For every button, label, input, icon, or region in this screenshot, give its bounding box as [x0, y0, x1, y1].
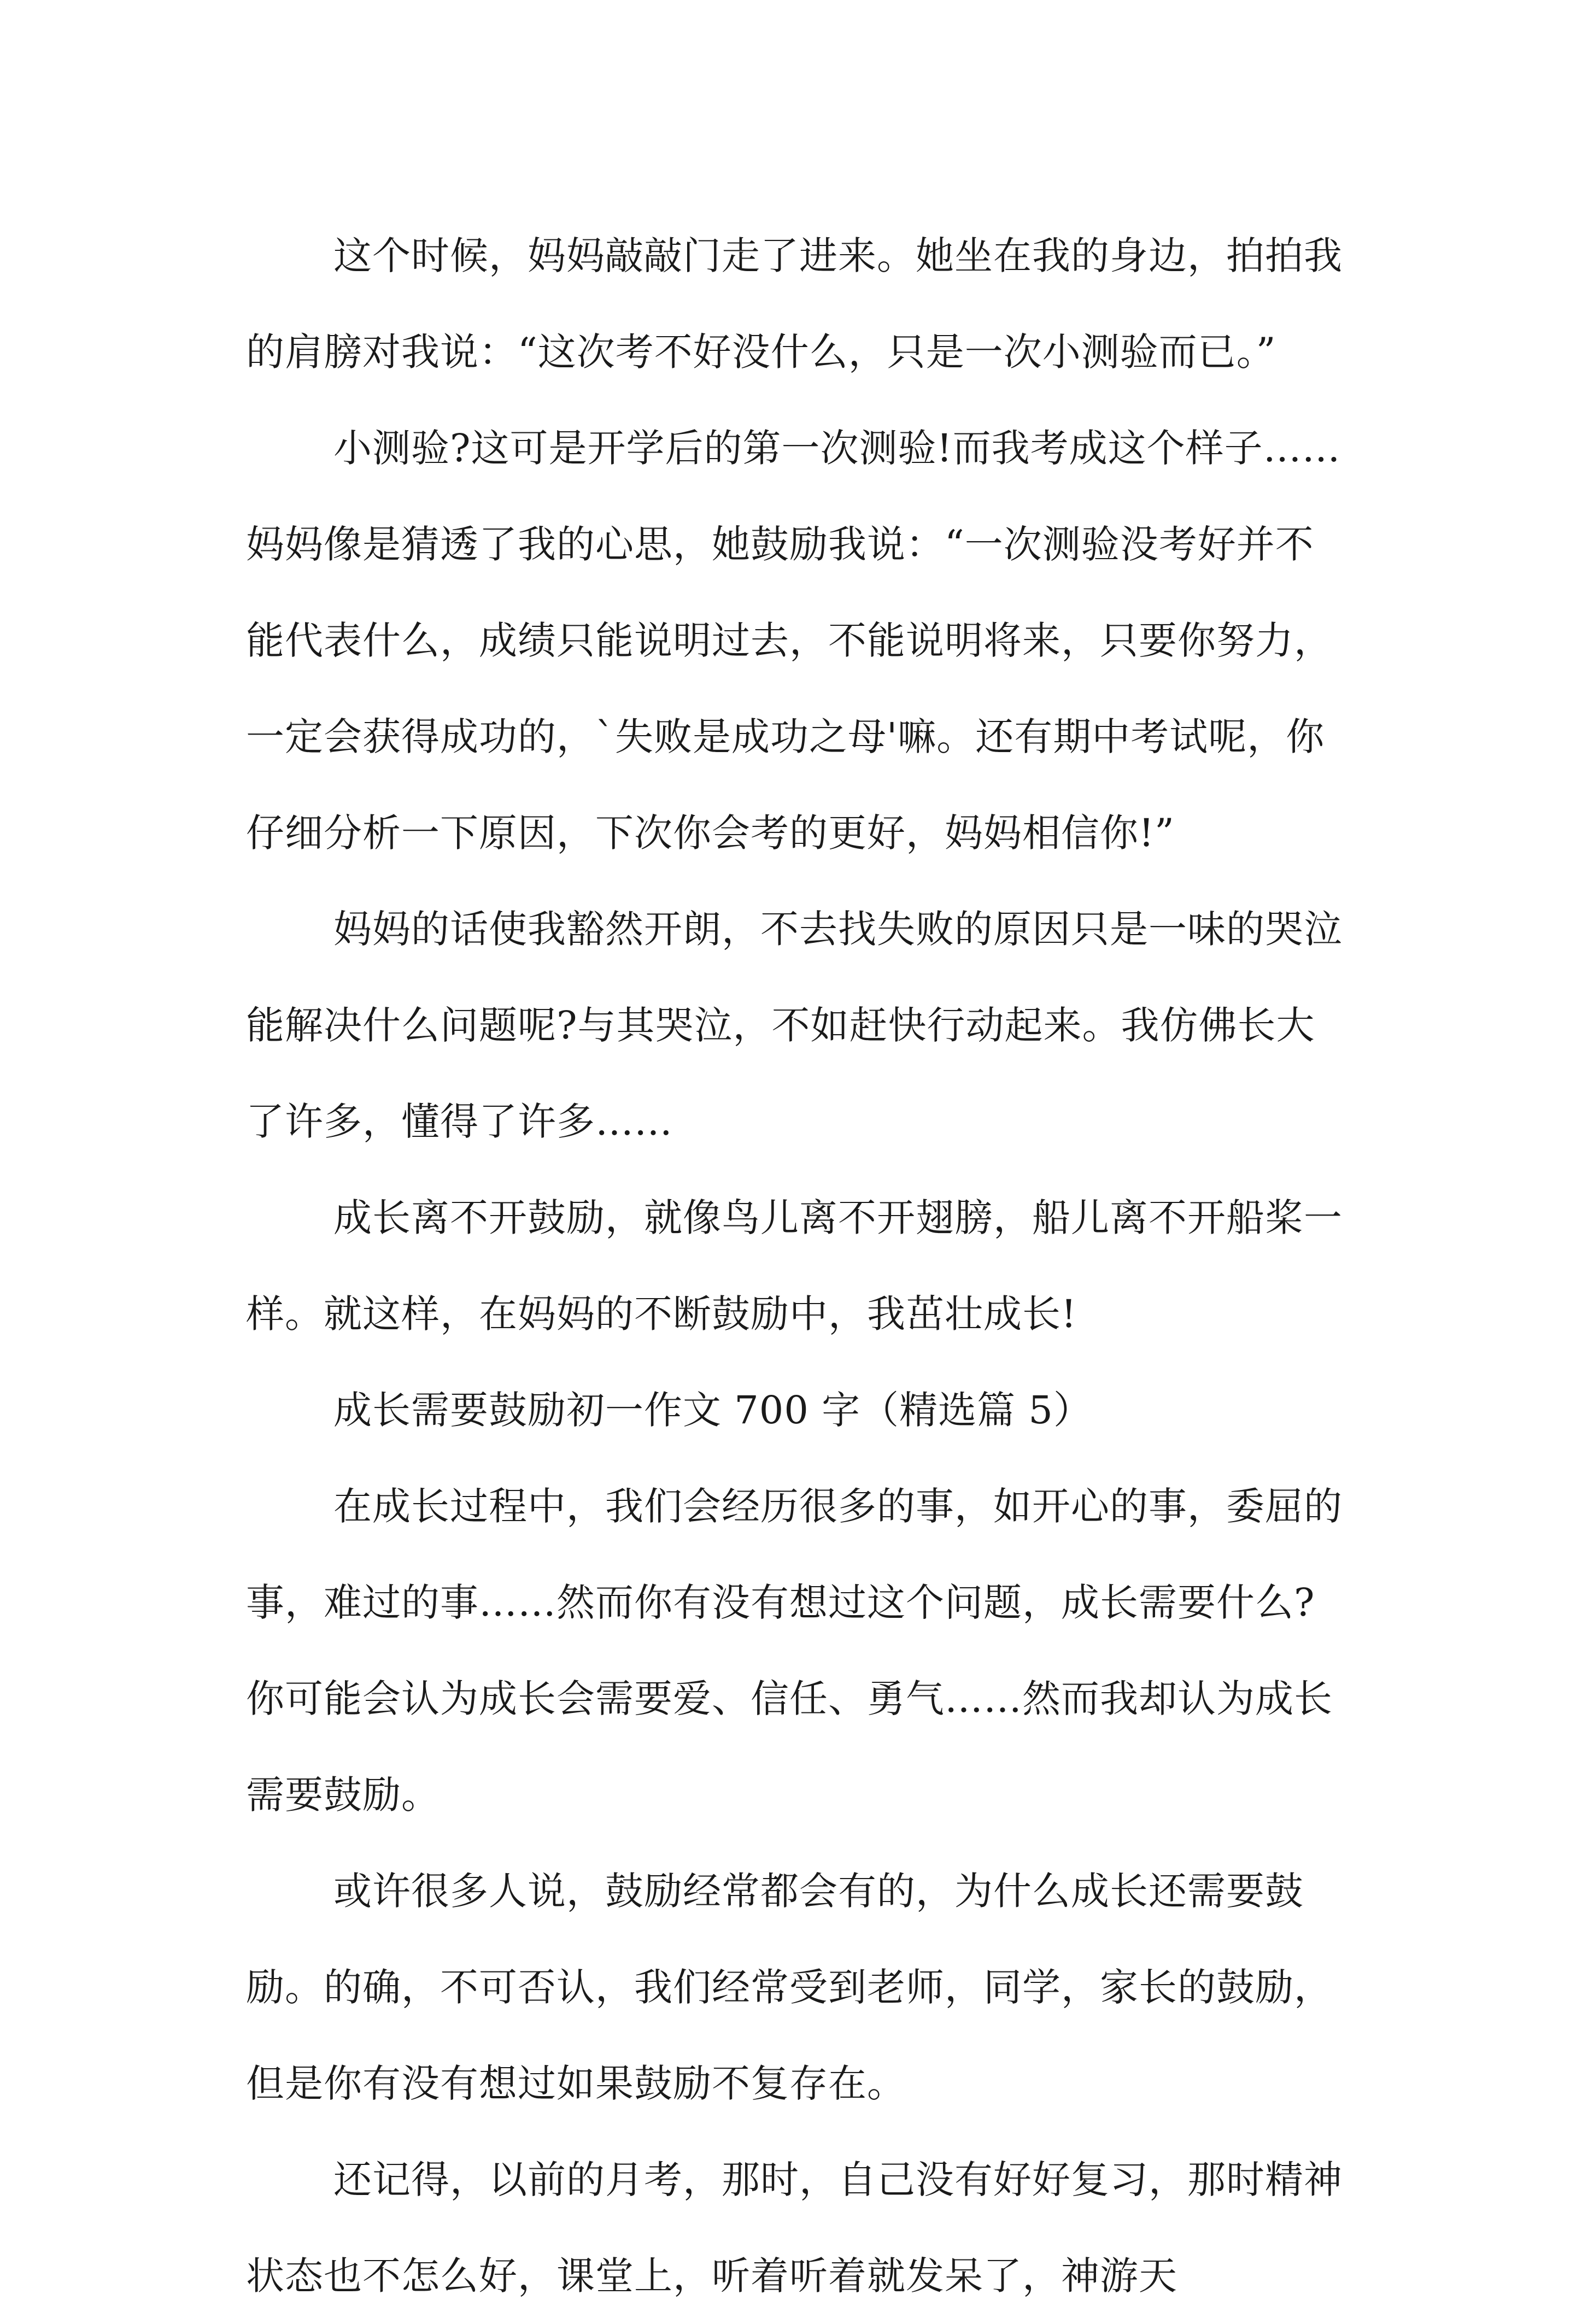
paragraph-2: 小测验?这可是开学后的第一次测验!而我考成这个样子……妈妈像是猜透了我的心思，她鼓励我说：“一次测验没考好并不能代表什么，成绩只能说明过去，不能说明将来，只要你努力，一定会获得成功的，`失败是成功之母'嘛。还有期中考试呢，你仔细分析一下原因，下次你会考的更好，妈妈相信你!”: [246, 426, 1341, 855]
paragraph-7: 还记得，以前的月考，那时，自己没有好好复习，那时精神状态也不怎么好，课堂上，听着听着就发呆了，神游天: [246, 2157, 1343, 2298]
paragraph-6: 或许很多人说，鼓励经常都会有的，为什么成长还需要鼓励。的确，不可否认，我们经常受到老师，同学，家长的鼓励，但是你有没有想过如果鼓励不复存在。: [246, 1869, 1333, 2106]
section-heading: 成长需要鼓励初一作文 700 字（精选篇 5）: [333, 1388, 1092, 1433]
document-body: [246, 208, 1350, 2324]
paragraph-3: 妈妈的话使我豁然开朗，不去找失败的原因只是一味的哭泣能解决什么问题呢?与其哭泣，不如赶快行动起来。我仿佛长大了许多，懂得了许多……: [246, 907, 1343, 1144]
paragraph-1: 这个时候，妈妈敲敲门走了进来。她坐在我的身边，拍拍我的肩膀对我说：“这次考不好没什么，只是一次小测验而已。”: [246, 233, 1343, 374]
paragraph-5: 在成长过程中，我们会经历很多的事，如开心的事，委屈的事，难过的事……然而你有没有想过这个问题，成长需要什么?你可能会认为成长会需要爱、信任、勇气……然而我却认为成长需要鼓励。: [246, 1484, 1343, 1817]
paragraph-4: 成长离不开鼓励，就像鸟儿离不开翅膀，船儿离不开船桨一样。就这样，在妈妈的不断鼓励中，我茁壮成长!: [246, 1195, 1343, 1336]
